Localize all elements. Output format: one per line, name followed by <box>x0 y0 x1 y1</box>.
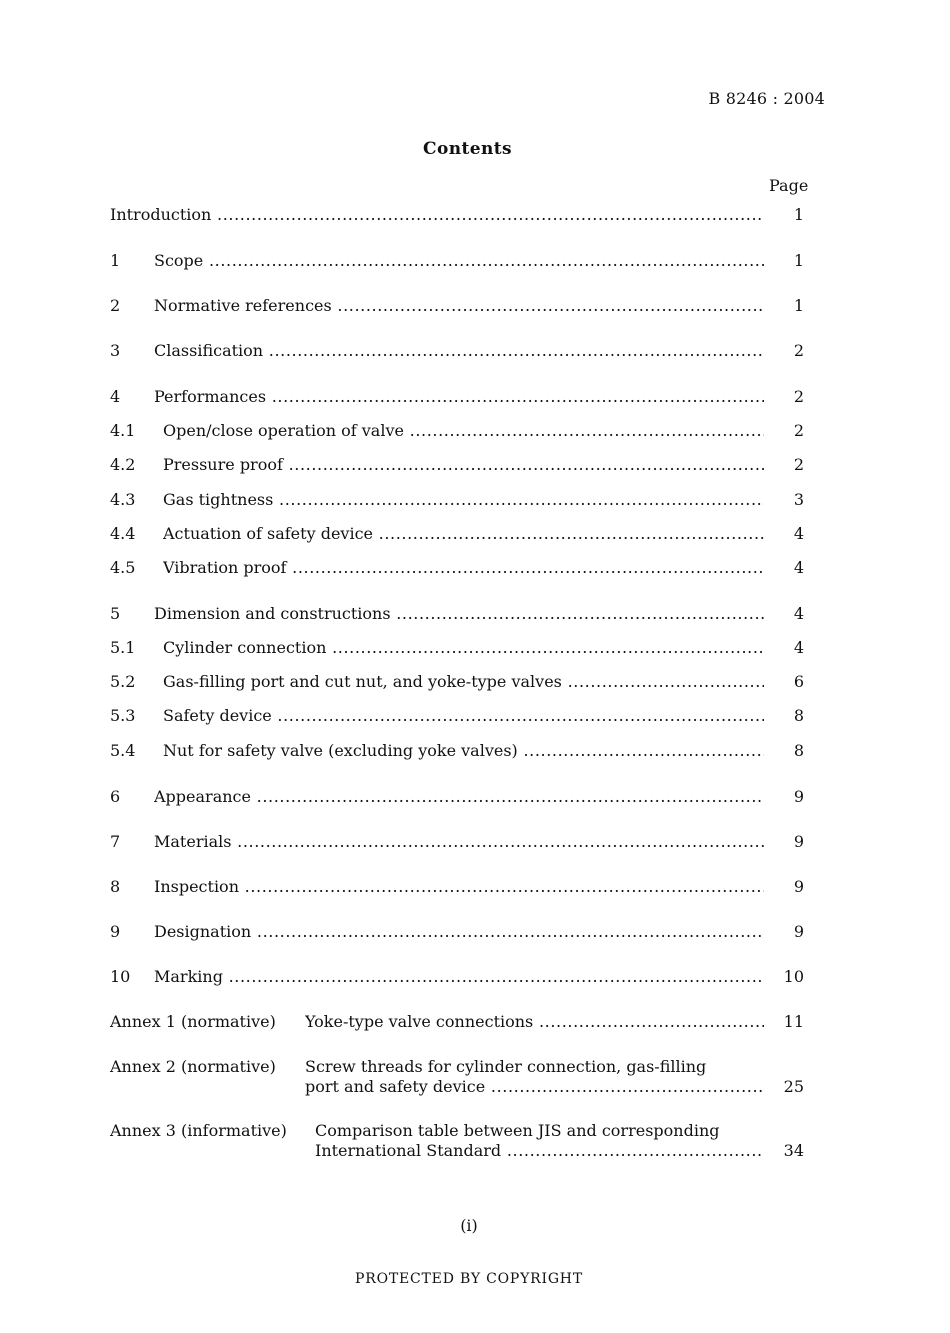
toc-entry-annex-1[interactable] <box>110 1011 804 1033</box>
toc-entry-number: 1 <box>110 251 121 270</box>
toc-entry-title: Pressure proof ..... <box>163 454 764 476</box>
toc-entry-scope[interactable] <box>110 250 804 272</box>
toc-entry-marking[interactable] <box>110 966 804 988</box>
toc-entry-page: 2 <box>793 387 804 406</box>
toc-entry-title: Normative references ..... <box>154 295 764 317</box>
toc-entry-number: 9 <box>110 922 121 941</box>
toc-entry-page: 4 <box>793 638 804 657</box>
toc-entry-title: Nut for safety valve (excluding yoke valves) ..... <box>163 740 764 762</box>
toc-entry-number: 5 <box>110 604 121 623</box>
annex-title: Yoke-type valve connections ..... <box>305 1011 764 1033</box>
toc-entry-number: 4 <box>110 387 121 406</box>
toc-entry-4-5[interactable] <box>110 557 804 579</box>
annex-label: Annex 3 (informative) <box>110 1121 287 1140</box>
toc-entry-5-2[interactable] <box>110 671 804 693</box>
toc-entry-page: 34 <box>783 1141 804 1160</box>
toc-entry-title: Open/close operation of valve ..... <box>163 420 764 442</box>
toc-entry-5-4[interactable] <box>110 740 804 762</box>
toc-entry-title: Classification ..... <box>154 340 764 362</box>
toc-entry-number: 5.4 <box>110 741 136 760</box>
toc-entry-designation[interactable] <box>110 921 804 943</box>
copyright-notice: PROTECTED BY COPYRIGHT <box>355 1271 583 1287</box>
toc-entry-5-3[interactable] <box>110 705 804 727</box>
toc-entry-performances[interactable] <box>110 386 804 408</box>
toc-entry-number: 4.4 <box>110 524 136 543</box>
annex-title-line1: Screw threads for cylinder connection, gas-filling <box>305 1057 707 1076</box>
toc-entry-page: 8 <box>793 706 804 725</box>
toc-entry-number: 4.3 <box>110 490 136 509</box>
toc-entry-normative-references[interactable] <box>110 295 804 317</box>
toc-entry-page: 3 <box>793 490 804 509</box>
toc-entry-page: 2 <box>793 341 804 360</box>
toc-entry-page: 9 <box>793 787 804 806</box>
toc-entry-page: 4 <box>793 558 804 577</box>
toc-entry-number: 5.3 <box>110 706 136 725</box>
toc-entry-title: Designation ..... <box>154 921 764 943</box>
toc-entry-number: 5.1 <box>110 638 136 657</box>
toc-entry-number: 10 <box>110 967 131 986</box>
toc-entry-title: Marking ..... <box>154 966 764 988</box>
toc-entry-materials[interactable] <box>110 831 804 853</box>
toc-entry-introduction[interactable] <box>110 204 804 226</box>
toc-entry-number: 4.5 <box>110 558 136 577</box>
toc-entry-appearance[interactable] <box>110 786 804 808</box>
toc-entry-page: 9 <box>793 922 804 941</box>
toc-entry-number: 3 <box>110 341 121 360</box>
toc-entry-number: 6 <box>110 787 121 806</box>
toc-entry-title: Cylinder connection ..... <box>163 637 764 659</box>
toc-entry-inspection[interactable] <box>110 876 804 898</box>
toc-entry-number: 8 <box>110 877 121 896</box>
toc-entry-number: 7 <box>110 832 121 851</box>
contents-title: Contents <box>423 139 512 159</box>
toc-entry-title: Scope ..... <box>154 250 764 272</box>
toc-entry-title: Gas-filling port and cut nut, and yoke-type valves ..... <box>163 671 764 693</box>
toc-entry-title: Inspection ..... <box>154 876 764 898</box>
page-number-roman: (i) <box>460 1216 478 1235</box>
annex-label: Annex 2 (normative) <box>110 1057 276 1076</box>
page-column-label: Page <box>769 176 809 195</box>
toc-entry-page: 2 <box>793 421 804 440</box>
toc-entry-number: 5.2 <box>110 672 136 691</box>
toc-entry-page: 11 <box>783 1012 804 1031</box>
annex-title-line1: Comparison table between JIS and corresponding <box>315 1121 720 1140</box>
toc-entry-title: Dimension and constructions ..... <box>154 603 764 625</box>
toc-entry-title: Introduction ..... <box>110 204 764 226</box>
toc-entry-dimension-and-constructions[interactable] <box>110 603 804 625</box>
toc-entry-classification[interactable] <box>110 340 804 362</box>
toc-entry-title: Vibration proof ..... <box>163 557 764 579</box>
toc-entry-number: 2 <box>110 296 121 315</box>
toc-entry-title: Performances ..... <box>154 386 764 408</box>
toc-entry-title: Gas tightness ..... <box>163 489 764 511</box>
toc-entry-page: 8 <box>793 741 804 760</box>
toc-entry-4-4[interactable] <box>110 523 804 545</box>
toc-entry-4-3[interactable] <box>110 489 804 511</box>
toc-entry-title: Appearance ..... <box>154 786 764 808</box>
toc-entry-page: 9 <box>793 877 804 896</box>
toc-entry-page: 1 <box>793 205 804 224</box>
annex-label: Annex 1 (normative) <box>110 1012 276 1031</box>
toc-entry-page: 4 <box>793 524 804 543</box>
annex-title-line2: International Standard ..... <box>315 1141 764 1161</box>
toc-entry-page: 9 <box>793 832 804 851</box>
toc-entry-4-1[interactable] <box>110 420 804 442</box>
toc-entry-page: 10 <box>783 967 804 986</box>
toc-entry-annex-3[interactable] <box>110 1121 804 1163</box>
toc-entry-page: 1 <box>793 296 804 315</box>
standard-number: B 8246 : 2004 <box>708 89 825 108</box>
toc-entry-page: 6 <box>793 672 804 691</box>
toc-entry-5-1[interactable] <box>110 637 804 659</box>
toc-entry-page: 1 <box>793 251 804 270</box>
toc-entry-number: 4.1 <box>110 421 136 440</box>
toc-entry-number: 4.2 <box>110 455 136 474</box>
annex-title-line2: port and safety device ..... <box>305 1077 764 1097</box>
toc-entry-page: 2 <box>793 455 804 474</box>
toc-entry-page: 4 <box>793 604 804 623</box>
toc-entry-4-2[interactable] <box>110 454 804 476</box>
toc-entry-page: 25 <box>783 1077 804 1096</box>
toc-entry-title: Actuation of safety device ..... <box>163 523 764 545</box>
toc-entry-title: Materials ..... <box>154 831 764 853</box>
toc-entry-title: Safety device ..... <box>163 705 764 727</box>
toc-entry-annex-2[interactable] <box>110 1057 804 1099</box>
